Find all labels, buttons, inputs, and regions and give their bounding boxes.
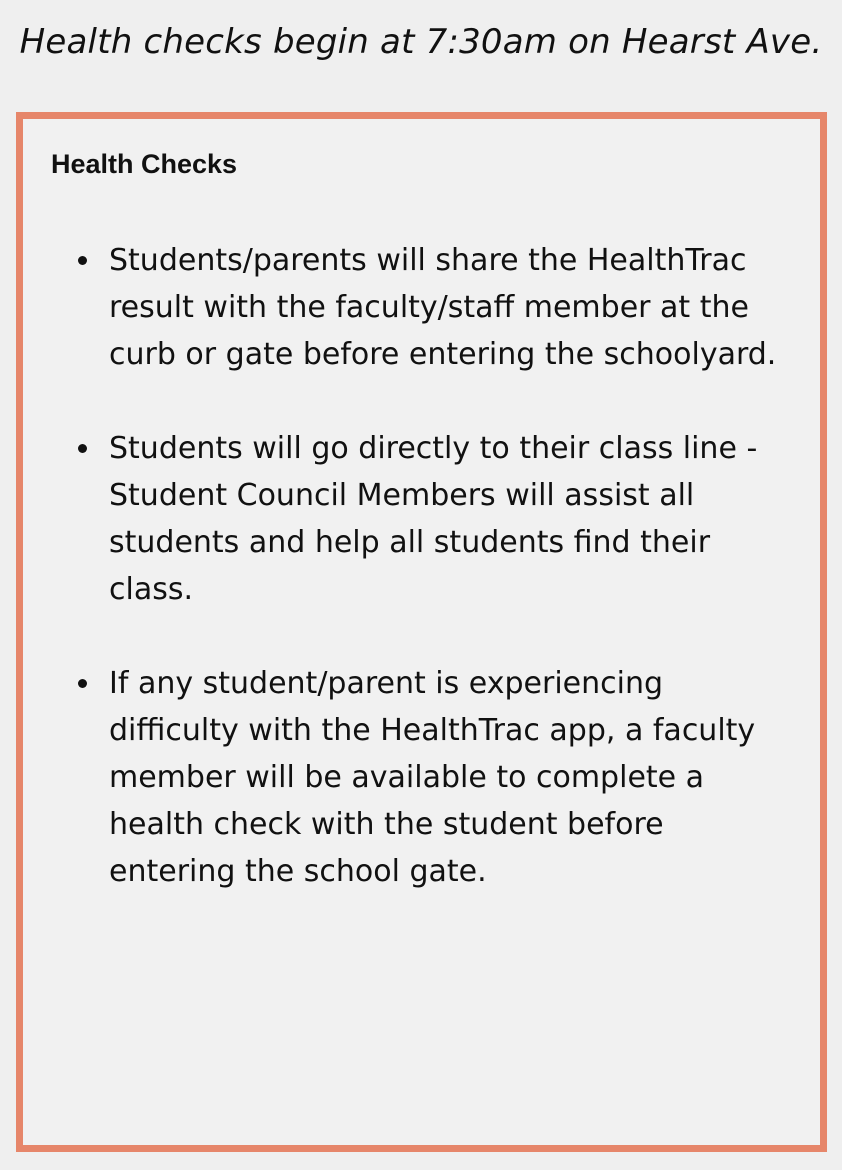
list-item bbox=[23, 425, 820, 613]
bullet-dot-icon bbox=[78, 256, 87, 265]
health-check-bullet-list bbox=[23, 237, 820, 942]
panel-title: Health Checks bbox=[51, 149, 238, 179]
health-checks-panel bbox=[16, 112, 827, 1152]
health-check-start-note: Health checks begin at 7:30am on Hearst Ave. bbox=[19, 22, 823, 62]
list-item bbox=[23, 237, 820, 378]
bullet-dot-icon bbox=[78, 444, 87, 453]
bullet-text: Students will go directly to their class line - Student Council Members will assist all students and help all students find their class. bbox=[109, 431, 758, 607]
list-item bbox=[23, 660, 820, 895]
bullet-text: If any student/parent is experiencing difficulty with the HealthTrac app, a faculty member will be available to complete a health check with the student before entering the school gate. bbox=[109, 666, 756, 889]
bullet-text: Students/parents will share the HealthTrac result with the faculty/staff member at the curb or gate before entering the schoolyard. bbox=[109, 243, 777, 372]
bullet-dot-icon bbox=[78, 679, 87, 688]
